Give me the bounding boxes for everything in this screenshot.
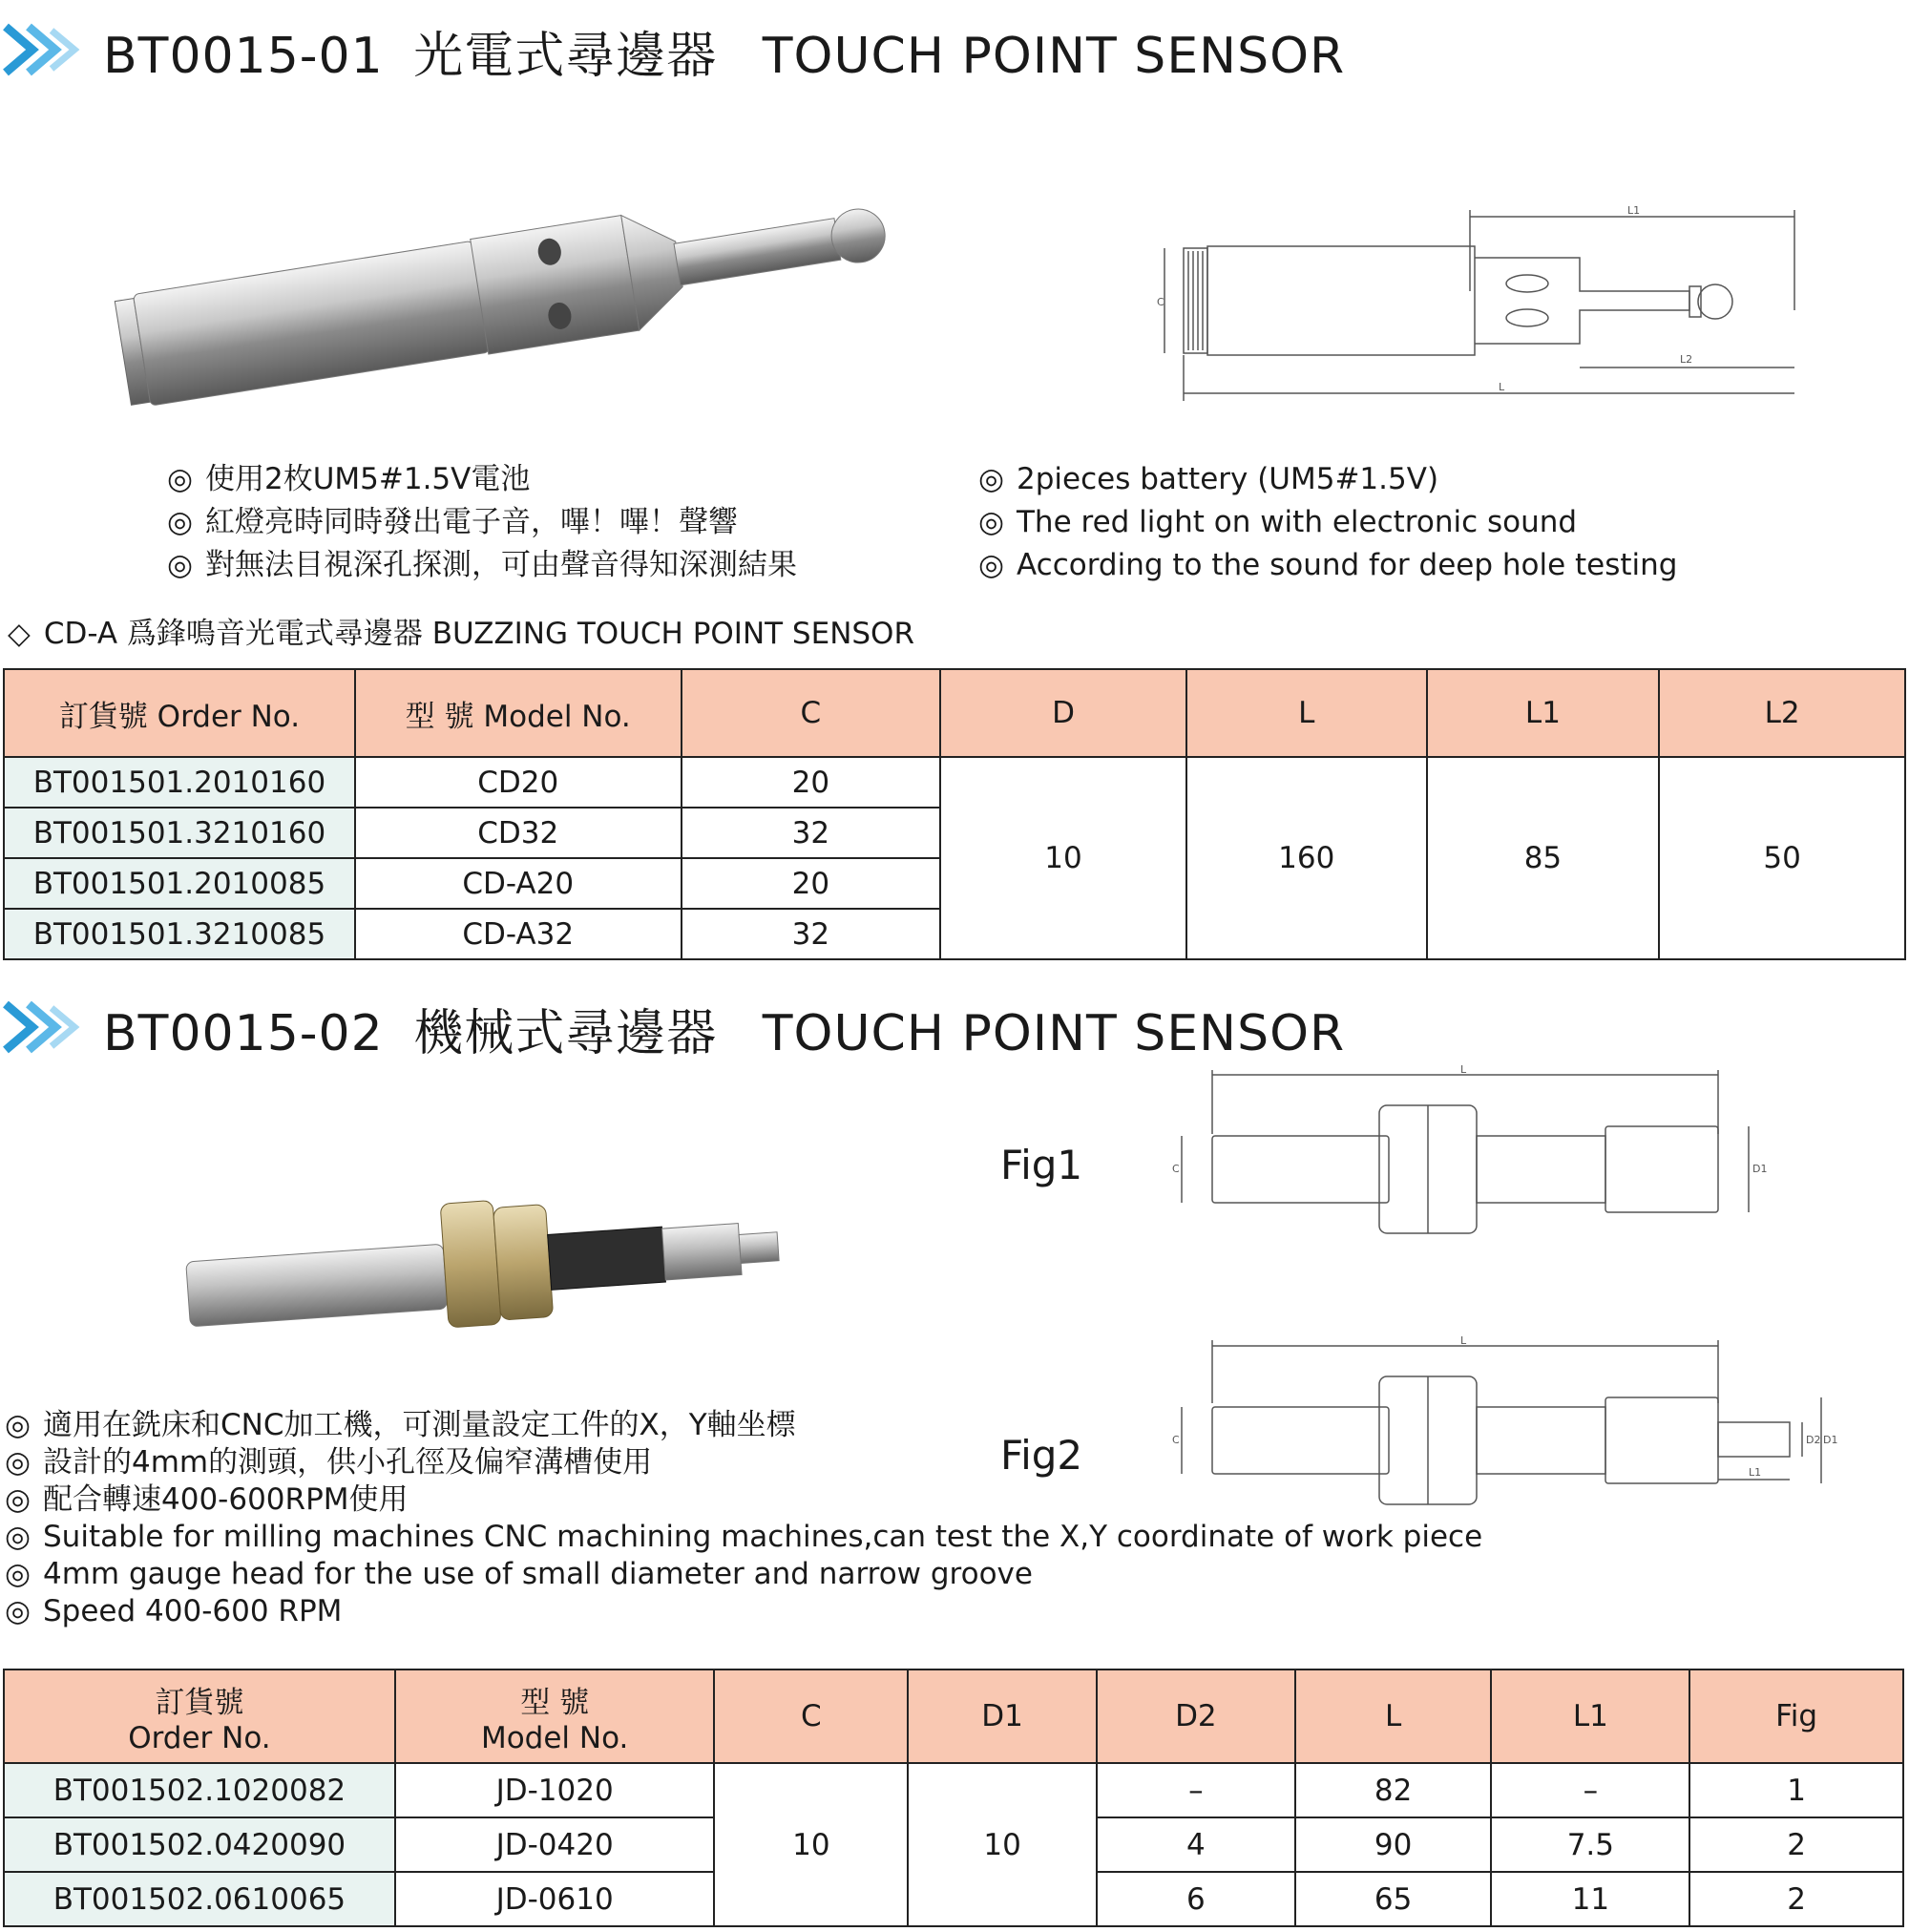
d2-cell: 4 [1097,1817,1295,1872]
drawing1-label-l2: L2 [1680,353,1693,366]
l-cell: 90 [1295,1817,1492,1872]
fig2-label-d1: D1 [1823,1434,1838,1446]
d2-cell: 6 [1097,1872,1295,1926]
section1-note: ◇ CD-A 爲鋒鳴音光電式尋邊器 BUZZING TOUCH POINT SENSOR [8,617,914,651]
fig2-label-c: C [1172,1434,1180,1446]
col-d2: D2 [1097,1670,1295,1763]
model-no-cell: CD20 [355,757,682,808]
order-no-cell: BT001502.1020082 [4,1763,395,1817]
fig1-drawing [1164,1063,1785,1258]
bullet-circle-icon: ◎ [167,505,194,539]
bullet-circle-icon: ◎ [978,548,1005,582]
section1-code: BT0015-01 [103,28,384,85]
col-l: L [1295,1670,1492,1763]
l1-cell: 85 [1427,757,1660,959]
fig2-label-l1: L1 [1749,1466,1762,1479]
bullet-circle-icon: ◎ [5,1557,31,1591]
l-cell: 65 [1295,1872,1492,1926]
fig-cell: 2 [1689,1872,1903,1926]
col-l2: L2 [1659,669,1905,757]
col-model-no: 型 號 Model No. [395,1670,715,1763]
section1-spec-table [3,668,1906,960]
section2-code: BT0015-02 [103,1005,384,1062]
drawing1-label-l1: L1 [1627,204,1641,217]
model-no-cell: JD-0610 [395,1872,715,1926]
feature-item: ◎ 紅燈亮時同時發出電子音，嗶！嗶！聲響 [167,501,797,544]
model-no-cell: CD-A32 [355,909,682,959]
section2-title-en: TOUCH POINT SENSOR [762,1005,1346,1062]
double-chevron-icon [0,998,84,1056]
d-cell: 10 [940,757,1186,959]
bullet-circle-icon: ◎ [5,1408,31,1442]
d2-cell: – [1097,1763,1295,1817]
l1-cell: 11 [1491,1872,1689,1926]
order-no-cell: BT001501.2010085 [4,858,355,909]
feature-item: ◎ 使用2枚UM5#1.5V電池 [167,458,797,501]
col-order-no: 訂貨號 Order No. [4,669,355,757]
bullet-circle-icon: ◎ [5,1445,31,1480]
touch-sensor-drawing [1145,205,1814,415]
table-header-row [4,1670,1903,1763]
fig1-label-l: L [1460,1063,1467,1076]
feature-item: ◎ Speed 400-600 RPM [5,1594,343,1628]
feature-item: ◎ The red light on with electronic sound [978,501,1678,544]
feature-item: ◎ Suitable for milling machines CNC machining machines,can test the X,Y coordinate of work piece [5,1520,1483,1554]
section1-title [103,15,1345,87]
col-l1: L1 [1427,669,1660,757]
fig-cell: 2 [1689,1817,1903,1872]
section1-title-en: TOUCH POINT SENSOR [762,28,1346,85]
col-c: C [682,669,941,757]
order-no-cell: BT001502.0420090 [4,1817,395,1872]
col-l: L [1186,669,1427,757]
table-header-row [4,669,1905,757]
c-cell: 20 [682,757,941,808]
section2-header [0,989,1346,1065]
c-cell: 10 [714,1763,908,1926]
feature-item: ◎ 配合轉速400-600RPM使用 [5,1482,409,1517]
diamond-icon: ◇ [8,617,31,651]
col-order-no: 訂貨號 Order No. [4,1670,395,1763]
fig2-label-d2: D2 [1806,1434,1821,1446]
col-d1: D1 [908,1670,1097,1763]
d1-cell: 10 [908,1763,1097,1926]
col-fig: Fig [1689,1670,1903,1763]
bullet-circle-icon: ◎ [5,1482,31,1517]
double-chevron-icon [0,21,84,78]
section2-title [103,993,1345,1064]
section2-spec-table [3,1669,1904,1927]
col-model-no: 型 號 Model No. [355,669,682,757]
model-no-cell: JD-0420 [395,1817,715,1872]
fig1-label-d1: D1 [1752,1163,1768,1175]
feature-item: ◎ According to the sound for deep hole testing [978,544,1678,587]
feature-item: ◎ 對無法目視深孔探測，可由聲音得知深測結果 [167,544,797,587]
edge-finder-photo [181,1174,792,1336]
fig2-label-l: L [1460,1334,1467,1347]
col-c: C [714,1670,908,1763]
col-l1: L1 [1491,1670,1689,1763]
fig1-label: Fig1 [1000,1142,1083,1188]
bullet-circle-icon: ◎ [978,505,1005,539]
order-no-cell: BT001501.3210160 [4,808,355,858]
section1-title-cn: 光電式尋邊器 [413,28,718,85]
feature-item: ◎ 設計的4mm的測頭，供小孔徑及偏窄溝槽使用 [5,1445,653,1480]
c-cell: 32 [682,808,941,858]
drawing1-label-c: C [1157,296,1164,308]
l1-cell: 7.5 [1491,1817,1689,1872]
bullet-circle-icon: ◎ [167,462,194,496]
model-no-cell: CD-A20 [355,858,682,909]
l1-cell: – [1491,1763,1689,1817]
bullet-circle-icon: ◎ [167,548,194,582]
section1-features-cn [167,458,797,587]
bullet-circle-icon: ◎ [5,1594,31,1628]
order-no-cell: BT001502.0610065 [4,1872,395,1926]
l-cell: 160 [1186,757,1427,959]
bullet-circle-icon: ◎ [978,462,1005,496]
section1-features-en [978,458,1678,587]
fig1-label-c: C [1172,1163,1180,1175]
col-d: D [940,669,1186,757]
l-cell: 82 [1295,1763,1492,1817]
bullet-circle-icon: ◎ [5,1520,31,1554]
drawing1-label-l: L [1499,381,1505,393]
section2-title-cn: 機械式尋邊器 [413,1005,718,1062]
table-row [4,757,1905,808]
feature-item: ◎ 4mm gauge head for the use of small diameter and narrow groove [5,1557,1033,1591]
fig2-label: Fig2 [1000,1432,1083,1479]
l2-cell: 50 [1659,757,1905,959]
table-row [4,1763,1903,1817]
c-cell: 20 [682,858,941,909]
feature-item: ◎ 2pieces battery (UM5#1.5V) [978,458,1678,501]
model-no-cell: CD32 [355,808,682,858]
order-no-cell: BT001501.3210085 [4,909,355,959]
model-no-cell: JD-1020 [395,1763,715,1817]
section2-features [5,1407,1482,1630]
fig-cell: 1 [1689,1763,1903,1817]
c-cell: 32 [682,909,941,959]
touch-sensor-photo [95,162,954,372]
section1-header [0,11,1346,88]
feature-item: ◎ 適用在銑床和CNC加工機，可測量設定工件的X，Y軸坐標 [5,1408,796,1442]
order-no-cell: BT001501.2010160 [4,757,355,808]
